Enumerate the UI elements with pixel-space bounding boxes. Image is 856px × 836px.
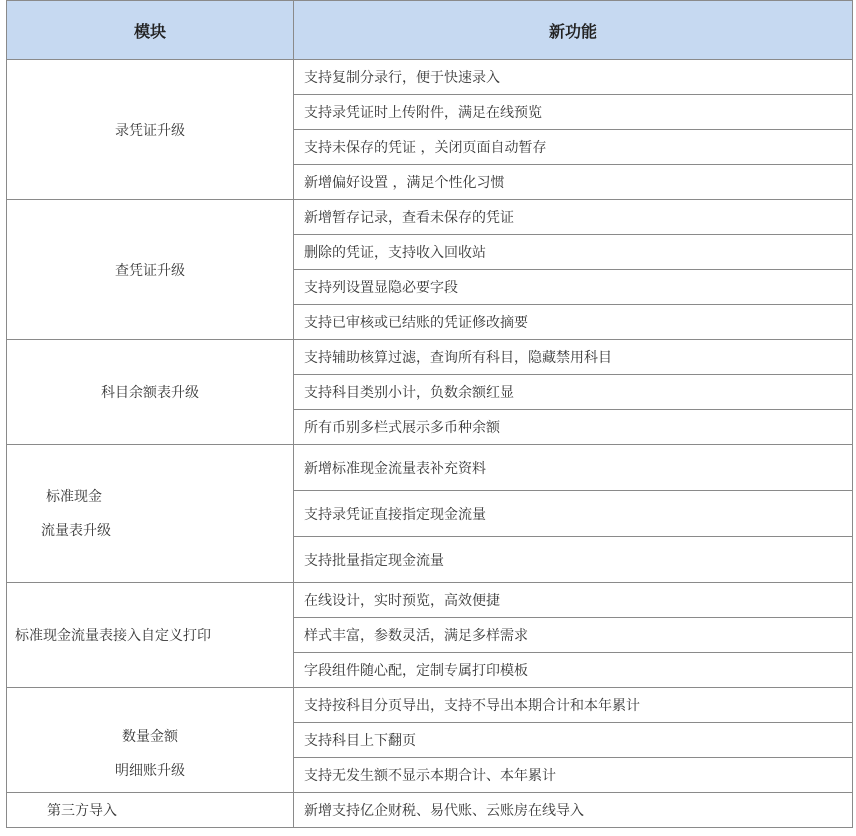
feature-cell: 支持复制分录行，便于快速录入 bbox=[294, 60, 853, 95]
feature-cell: 支持按科目分页导出，支持不导出本期合计和本年累计 bbox=[294, 688, 853, 723]
feature-cell: 支持无发生额不显示本期合计、本年累计 bbox=[294, 758, 853, 793]
module-cell: 查凭证升级 bbox=[7, 200, 294, 340]
feature-cell: 所有币别多栏式展示多币种余额 bbox=[294, 410, 853, 445]
feature-cell: 新增支持亿企财税、易代账、云账房在线导入 bbox=[294, 793, 853, 828]
table-row bbox=[7, 445, 853, 491]
feature-cell: 支持批量指定现金流量 bbox=[294, 537, 853, 583]
feature-cell: 在线设计，实时预览，高效便捷 bbox=[294, 583, 853, 618]
table-row bbox=[7, 340, 853, 375]
header-features: 新功能 bbox=[294, 1, 853, 60]
table-row bbox=[7, 583, 853, 618]
table-row bbox=[7, 60, 853, 95]
module-cell: 科目余额表升级 bbox=[7, 340, 294, 445]
table-row bbox=[7, 793, 853, 828]
feature-cell: 支持未保存的凭证 ，关闭页面自动暂存 bbox=[294, 130, 853, 165]
feature-cell: 支持录凭证时上传附件，满足在线预览 bbox=[294, 95, 853, 130]
feature-cell: 新增暂存记录，查看未保存的凭证 bbox=[294, 200, 853, 235]
table-row bbox=[7, 200, 853, 235]
feature-cell: 样式丰富，参数灵活，满足多样需求 bbox=[294, 618, 853, 653]
module-cell: 第三方导入 bbox=[7, 793, 294, 828]
feature-cell: 字段组件随心配，定制专属打印模板 bbox=[294, 653, 853, 688]
module-line: 流量表升级 bbox=[41, 522, 111, 539]
module-line: 数量金额 bbox=[122, 729, 178, 745]
feature-table bbox=[6, 0, 853, 828]
feature-cell: 支持辅助核算过滤，查询所有科目，隐藏禁用科目 bbox=[294, 340, 853, 375]
module-cell bbox=[7, 445, 294, 583]
feature-cell: 新增标准现金流量表补充资料 bbox=[294, 445, 853, 491]
table-row bbox=[7, 688, 853, 723]
feature-cell: 支持录凭证直接指定现金流量 bbox=[294, 491, 853, 537]
header-row bbox=[7, 1, 853, 60]
feature-cell: 新增偏好设置 ，满足个性化习惯 bbox=[294, 165, 853, 200]
module-cell: 标准现金流量表接入自定义打印 bbox=[7, 583, 294, 688]
module-line: 明细账升级 bbox=[115, 763, 185, 779]
feature-cell: 支持列设置显隐必要字段 bbox=[294, 270, 853, 305]
module-cell bbox=[7, 688, 294, 793]
feature-cell: 支持科目上下翻页 bbox=[294, 723, 853, 758]
header-module: 模块 bbox=[7, 1, 294, 60]
module-cell: 录凭证升级 bbox=[7, 60, 294, 200]
feature-cell: 支持科目类别小计，负数余额红显 bbox=[294, 375, 853, 410]
module-line: 标准现金 bbox=[46, 488, 102, 505]
feature-cell: 删除的凭证，支持收入回收站 bbox=[294, 235, 853, 270]
feature-cell: 支持已审核或已结账的凭证修改摘要 bbox=[294, 305, 853, 340]
